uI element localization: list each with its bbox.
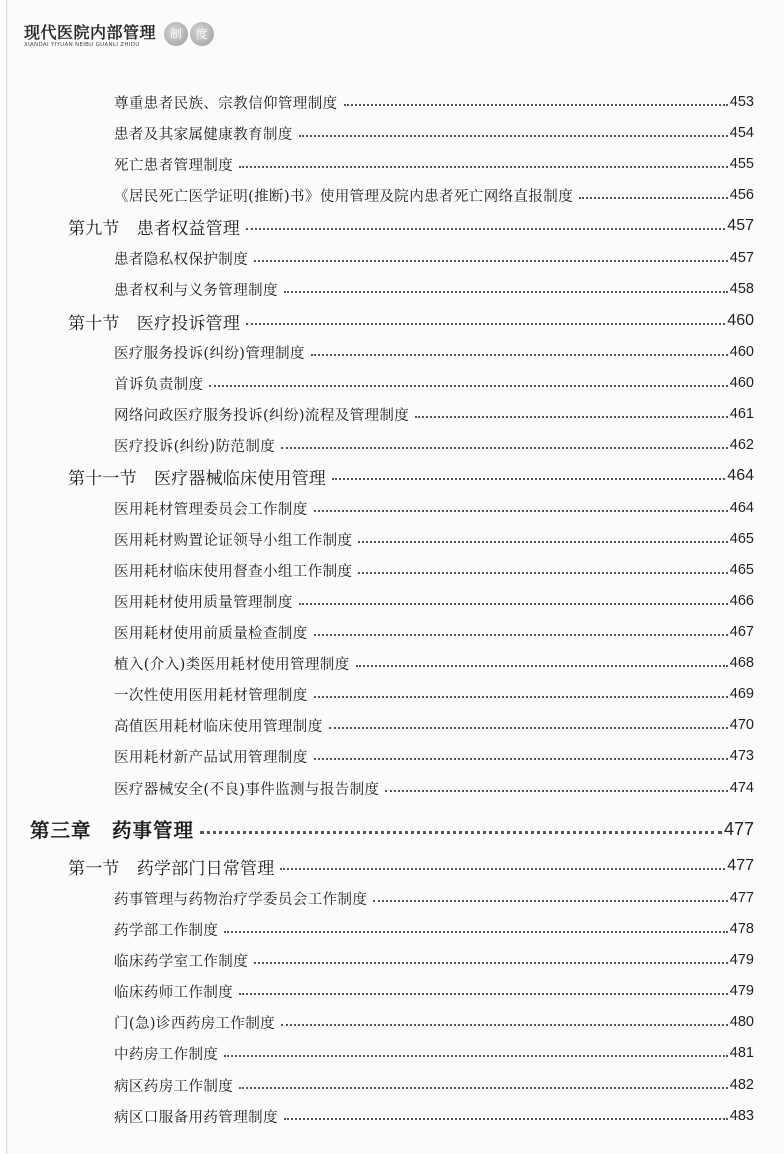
page-number: 480 <box>729 1014 754 1030</box>
page-number: 465 <box>729 562 754 578</box>
toc-entry-title: 医用耗材管理委员会工作制度 <box>114 501 308 518</box>
dot-leader <box>358 541 727 543</box>
toc-section-row[interactable] <box>68 307 754 335</box>
page-number: 468 <box>729 655 754 671</box>
toc-entry-row[interactable] <box>114 1039 754 1067</box>
toc-entry-title: 医用耗材使用前质量检查制度 <box>114 625 308 642</box>
dot-leader <box>579 197 728 199</box>
toc-chapter-row[interactable] <box>30 812 754 846</box>
toc-entry-title: 临床药师工作制度 <box>114 984 234 1001</box>
page-number: 477 <box>729 890 754 906</box>
toc-entry-row[interactable] <box>114 431 754 459</box>
toc-entry-title: 患者权利与义务管理制度 <box>114 282 278 299</box>
dot-leader <box>200 831 722 834</box>
toc-section-row[interactable] <box>68 852 754 880</box>
dot-leader <box>280 868 725 870</box>
toc-entry-title: 患者隐私权保护制度 <box>114 251 249 268</box>
book-title: 现代医院内部管理 <box>24 23 157 42</box>
page-number: 481 <box>729 1045 754 1061</box>
page-number: 464 <box>727 467 754 484</box>
toc-entry-row[interactable] <box>114 275 754 303</box>
toc-entry-title: 病区药房工作制度 <box>114 1078 234 1095</box>
dot-leader <box>344 104 728 106</box>
toc-entry-row[interactable] <box>114 556 754 584</box>
dot-leader <box>284 1118 728 1120</box>
toc-entry-title: 药事管理与药物治疗学委员会工作制度 <box>114 891 368 908</box>
page-number: 460 <box>727 312 754 329</box>
toc-entry-row[interactable] <box>114 587 754 615</box>
page-number: 460 <box>729 344 754 360</box>
dot-leader <box>415 416 728 418</box>
toc-entry-row[interactable] <box>114 1008 754 1036</box>
page-number: 462 <box>729 437 754 453</box>
page-number: 474 <box>729 780 754 796</box>
toc-entry-title: 网络问政医疗服务投诉(纠纷)流程及管理制度 <box>114 407 410 424</box>
page-number: 464 <box>729 500 754 516</box>
dot-leader <box>314 634 728 636</box>
dot-leader <box>311 354 728 356</box>
toc-entry-row[interactable] <box>114 494 754 522</box>
toc-section-title: 第一节 药学部门日常管理 <box>68 858 275 878</box>
dot-leader <box>281 447 728 449</box>
dot-leader <box>281 1024 728 1026</box>
toc-section-title: 第十节 医疗投诉管理 <box>68 313 240 333</box>
page-number: 477 <box>727 857 754 874</box>
toc-entry-title: 尊重患者民族、宗教信仰管理制度 <box>114 95 338 112</box>
page-number: 460 <box>729 375 754 391</box>
toc-section-row[interactable] <box>68 212 754 240</box>
toc-entry-row[interactable] <box>114 774 754 802</box>
toc-entry-title: 医用耗材临床使用督查小组工作制度 <box>114 563 353 580</box>
toc-entry-title: 高值医用耗材临床使用管理制度 <box>114 718 323 735</box>
page-number: 453 <box>729 94 754 110</box>
page-number: 483 <box>729 1108 754 1124</box>
dot-leader <box>209 385 727 387</box>
dot-leader <box>239 166 728 168</box>
page-number: 465 <box>729 531 754 547</box>
dot-leader <box>373 900 727 902</box>
toc-entry-row[interactable] <box>114 915 754 943</box>
toc-entry-row[interactable] <box>114 88 754 116</box>
page-number: 457 <box>729 250 754 266</box>
toc-entry-title: 中药房工作制度 <box>114 1046 219 1063</box>
page-number: 478 <box>729 921 754 937</box>
page-number: 461 <box>729 406 754 422</box>
dot-leader <box>356 665 728 667</box>
dot-leader <box>314 758 728 760</box>
toc-entry-row[interactable] <box>114 400 754 428</box>
toc-entry-title: 门(急)诊西药房工作制度 <box>114 1015 276 1032</box>
page-number: 470 <box>729 717 754 733</box>
page-number: 466 <box>729 593 754 609</box>
page-number: 479 <box>729 983 754 999</box>
toc-entry-title: 药学部工作制度 <box>114 922 219 939</box>
page-number: 458 <box>729 281 754 297</box>
toc-entry-row[interactable] <box>114 338 754 366</box>
page-number: 457 <box>727 217 754 234</box>
toc-entry-title: 死亡患者管理制度 <box>114 157 234 174</box>
dot-leader <box>314 510 728 512</box>
dot-leader <box>299 603 728 605</box>
page-number: 454 <box>729 125 754 141</box>
page-number: 482 <box>729 1077 754 1093</box>
toc-entry-title: 医用耗材使用质量管理制度 <box>114 594 293 611</box>
toc-entry-title: 临床药学室工作制度 <box>114 953 249 970</box>
toc-entry-row[interactable] <box>114 119 754 147</box>
dot-leader <box>284 291 728 293</box>
toc-entry-title: 《居民死亡医学证明(推断)书》使用管理及院内患者死亡网络直报制度 <box>114 188 574 205</box>
toc-entry-row[interactable] <box>114 711 754 739</box>
toc-entry-title: 医疗投诉(纠纷)防范制度 <box>114 438 276 455</box>
dot-leader <box>299 135 728 137</box>
toc-entry-title: 植入(介入)类医用耗材使用管理制度 <box>114 656 350 673</box>
toc-entry-row[interactable] <box>114 680 754 708</box>
seal-char-1: 制 <box>164 22 188 46</box>
page-number: 473 <box>729 748 754 764</box>
toc-entry-row[interactable] <box>114 1102 754 1130</box>
page-number: 469 <box>729 686 754 702</box>
page-number: 456 <box>729 187 754 203</box>
page-number: 467 <box>729 624 754 640</box>
dot-leader <box>254 260 728 262</box>
dot-leader <box>332 478 725 480</box>
toc-entry-row[interactable] <box>114 946 754 974</box>
toc-chapter-title: 第三章 药事管理 <box>30 819 195 842</box>
toc-entry-row[interactable] <box>114 884 754 912</box>
toc-entry-row[interactable] <box>114 150 754 178</box>
toc-entry-row[interactable] <box>114 1071 754 1099</box>
toc-entry-row[interactable] <box>114 977 754 1005</box>
toc-entry-title: 医用耗材购置论证领导小组工作制度 <box>114 532 353 549</box>
page-number: 477 <box>723 818 754 839</box>
toc-entry-title: 医用耗材新产品试用管理制度 <box>114 749 308 766</box>
dot-leader <box>314 696 728 698</box>
toc-entry-row[interactable] <box>114 244 754 272</box>
dot-leader <box>385 790 727 792</box>
toc-entry-title: 医疗服务投诉(纠纷)管理制度 <box>114 345 305 362</box>
dot-leader <box>254 962 728 964</box>
dot-leader <box>239 993 728 995</box>
toc-section-title: 第九节 患者权益管理 <box>68 218 240 238</box>
toc-entry-row[interactable] <box>114 742 754 770</box>
toc-entry-row[interactable] <box>114 181 754 209</box>
toc-entry-title: 一次性使用医用耗材管理制度 <box>114 687 308 704</box>
dot-leader <box>329 727 728 729</box>
toc-entry-title: 病区口服备用药管理制度 <box>114 1109 278 1126</box>
page-number: 455 <box>729 156 754 172</box>
toc-section-title: 第十一节 医疗器械临床使用管理 <box>68 468 326 488</box>
dot-leader <box>224 1055 727 1057</box>
toc-entry-title: 首诉负责制度 <box>114 376 204 393</box>
toc-entry-row[interactable] <box>114 649 754 677</box>
page-number: 479 <box>729 952 754 968</box>
dot-leader <box>246 323 725 325</box>
toc-entry-title: 患者及其家属健康教育制度 <box>114 126 293 143</box>
seal-char-2: 度 <box>190 22 214 46</box>
dot-leader <box>224 931 727 933</box>
toc-entry-row[interactable] <box>114 525 754 553</box>
dot-leader <box>358 572 727 574</box>
dot-leader <box>246 228 725 230</box>
toc-entry-row[interactable] <box>114 618 754 646</box>
toc-entry-row[interactable] <box>114 369 754 397</box>
book-subtitle-pinyin: XIANDAI YIYUAN NEIBU GUANLI ZHIDU <box>24 42 140 48</box>
dot-leader <box>239 1087 728 1089</box>
toc-section-row[interactable] <box>68 462 754 490</box>
toc-entry-title: 医疗器械安全(不良)事件监测与报告制度 <box>114 781 380 798</box>
